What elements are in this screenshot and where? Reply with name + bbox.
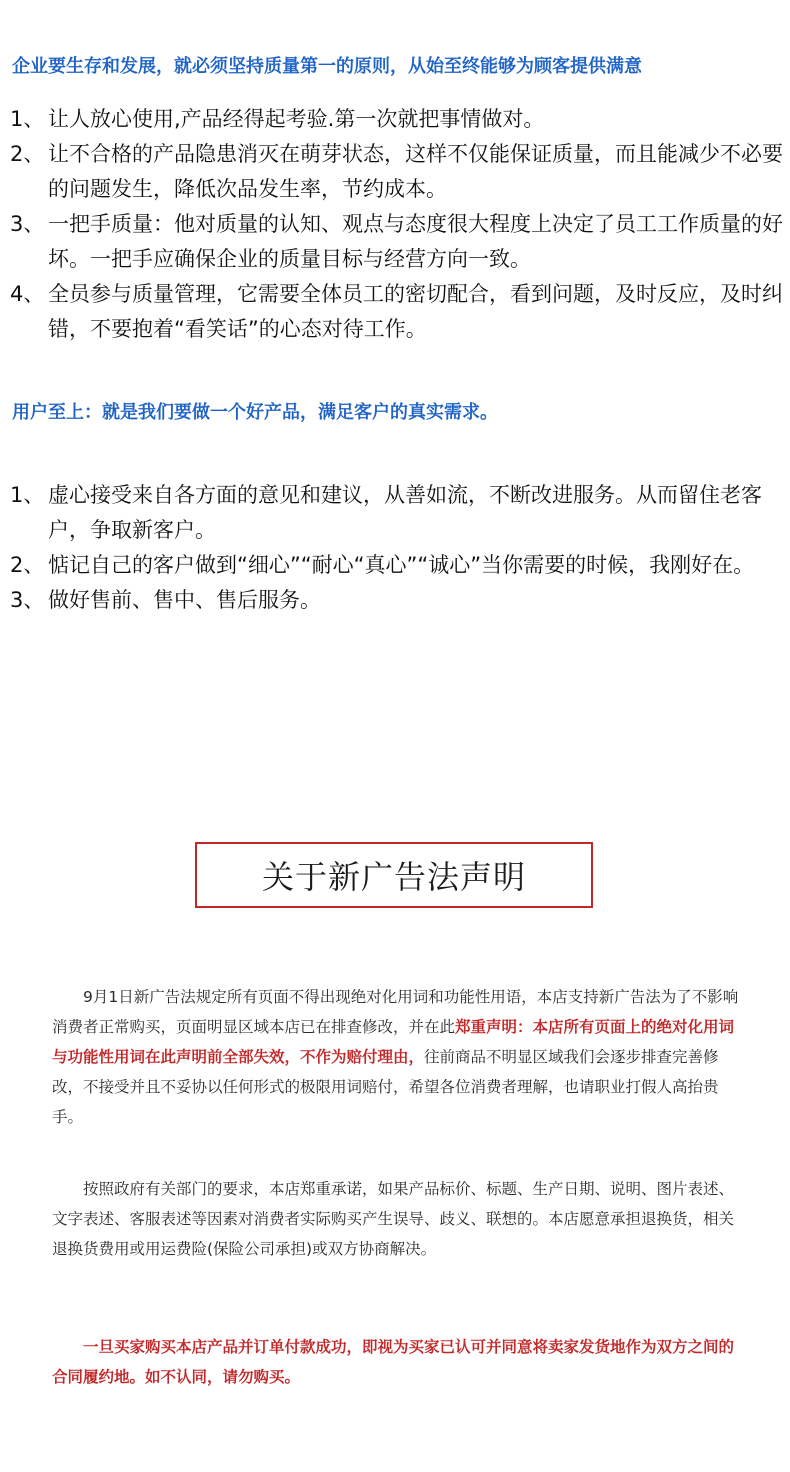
list-item: 2、 让不合格的产品隐患消灭在萌芽状态，这样不仅能保证质量，而且能减少不必要的问题发生，降低次品发生率，节约成本。 bbox=[10, 142, 783, 201]
disclaimer-highlight: 郑重声明：本店所有页面上的绝对化用词与功能性用词在此声明前全部失效，不作为赔付理由， bbox=[52, 1018, 735, 1066]
quality-heading: 企业要生存和发展，就必须坚持质量第一的原则，从始至终能够为顾客提供满意 bbox=[12, 56, 642, 77]
list-item: 1、 让人放心使用,产品经得起考验.第一次就把事情做对。 bbox=[10, 107, 545, 131]
list-item: 4、 全员参与质量管理，它需要全体员工的密切配合，看到问题，及时反应，及时纠错，不要抱着“看笑话”的心态对待工作。 bbox=[10, 282, 783, 341]
list-item: 1、 虚心接受来自各方面的意见和建议，从善如流，不断改进服务。从而留住老客户，争取新客户。 bbox=[10, 483, 762, 542]
list-item: 3、 做好售前、售中、售后服务。 bbox=[10, 588, 321, 612]
notice-title: 关于新广告法声明 bbox=[261, 858, 526, 896]
notice-paragraph-3: 一旦买家购买本店产品并订单付款成功，即视为买家已认可并同意将卖家发货地作为双方之间的合同履约地。如不认同，请勿购买。 bbox=[52, 1338, 735, 1386]
customer-list bbox=[10, 478, 785, 618]
list-item: 3、 一把手质量：他对质量的认知、观点与态度很大程度上决定了员工工作质量的好坏。一把手应确保企业的质量目标与经营方向一致。 bbox=[10, 212, 783, 271]
notice-title-box bbox=[195, 842, 593, 908]
quality-list bbox=[10, 102, 785, 347]
list-item: 2、 惦记自己的客户做到“细心”“耐心“真心”“诚心”当你需要的时候，我刚好在。 bbox=[10, 553, 755, 577]
notice-paragraph-2: 按照政府有关部门的要求，本店郑重承诺，如果产品标价、标题、生产日期、说明、图片表述、文字表述、客服表述等因素对消费者实际购买产生误导、歧义、联想的。本店愿意承担退换货，相关退换货费用或用运费险(保险公司承担)或双方协商解决。 bbox=[52, 1180, 735, 1258]
notice-paragraph-1: 9月1日新广告法规定所有页面不得出现绝对化用词和功能性用语，本店支持新广告法为了不影响消费者正常购买，页面明显区域本店已在排查修改，并在此郑重声明：本店所有页面上的绝对化用词与功能性用词在此声明前全部失效，不作为赔付理由，往前商品不明显区域我们会逐步排查完善修改，不接受并且不妥协以任何形式的极限用词赔付，希望各位消费者理解，也请职业打假人高抬贵手。 bbox=[52, 988, 739, 1126]
customer-heading: 用户至上：就是我们要做一个好产品，满足客户的真实需求。 bbox=[12, 402, 498, 423]
